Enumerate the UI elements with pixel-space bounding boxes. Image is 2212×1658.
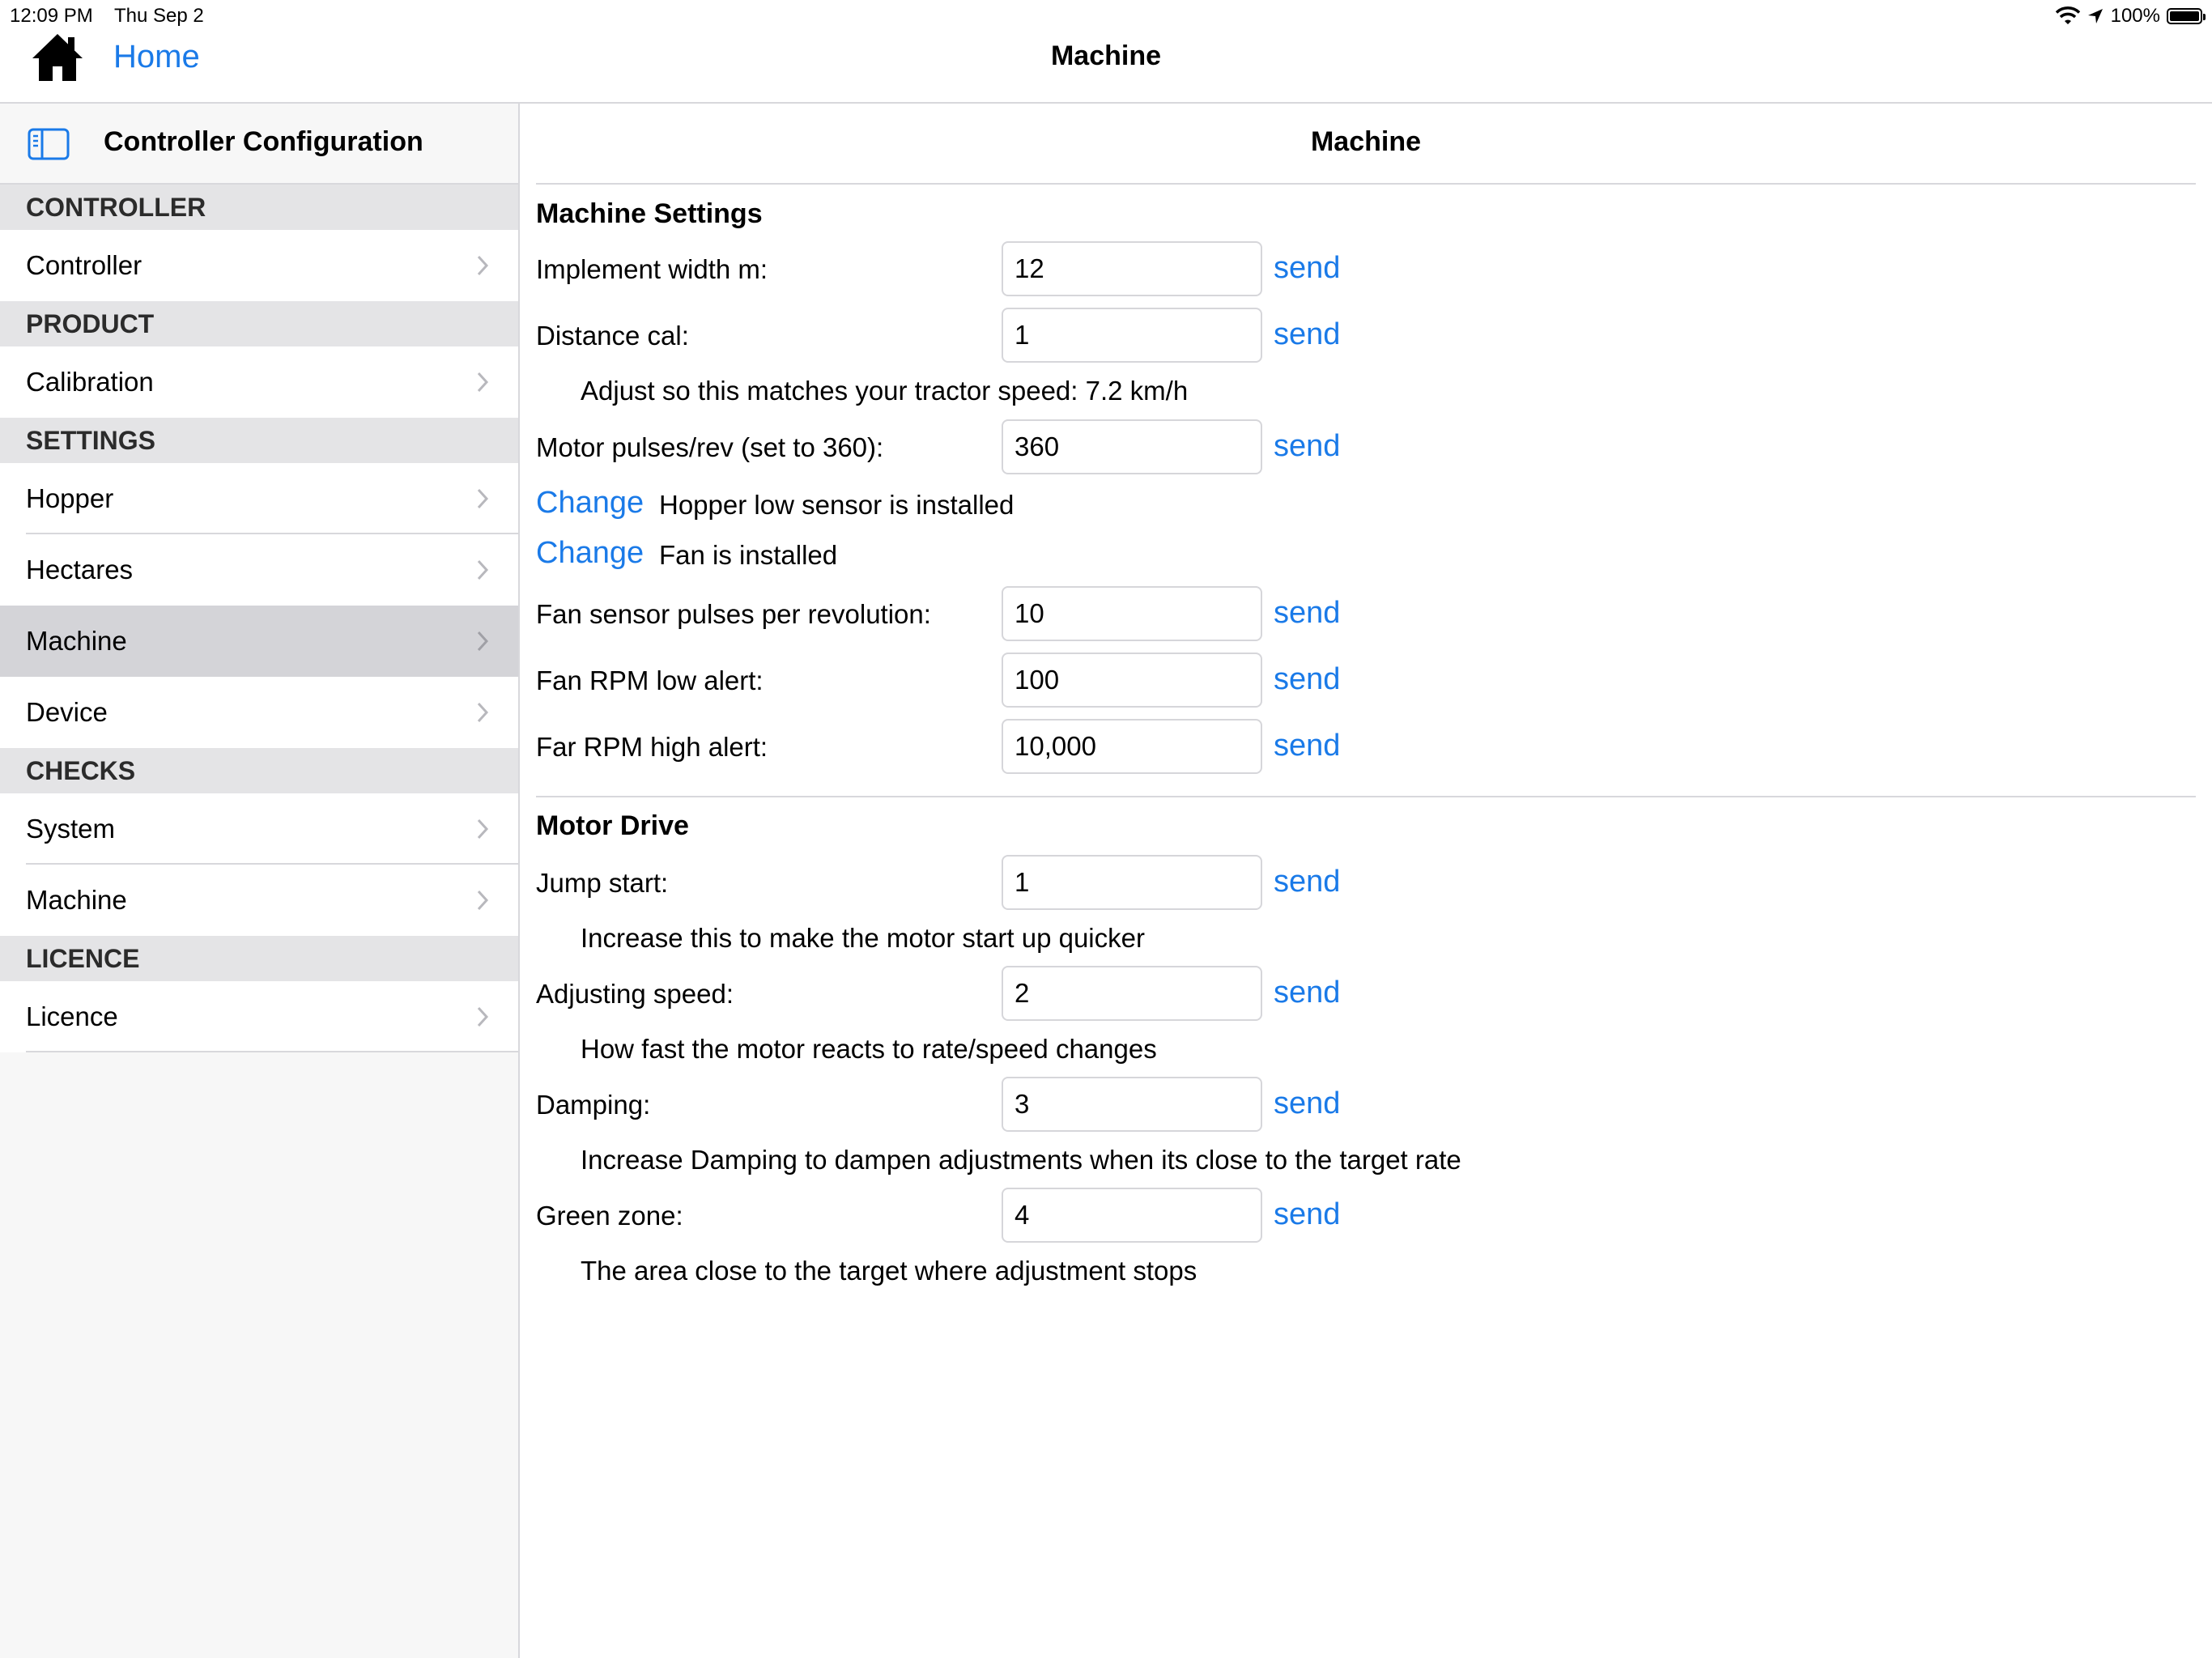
jump-start-hint: Increase this to make the motor start up quicker xyxy=(581,923,1145,953)
sidebar-item-label: Device xyxy=(26,697,108,727)
sidebar-header xyxy=(0,104,518,185)
section-header-settings: SETTINGS xyxy=(0,418,518,463)
battery-percent: 100% xyxy=(2110,5,2160,27)
chevron-right-icon xyxy=(476,630,489,653)
implement-width-label: Implement width m: xyxy=(536,254,768,284)
damping-hint: Increase Damping to dampen adjustments when its close to the target rate xyxy=(581,1145,1461,1175)
jump-start-input[interactable] xyxy=(1002,855,1262,910)
section-header-licence: LICENCE xyxy=(0,936,518,981)
sidebar-item-label: Machine xyxy=(26,885,127,915)
damping-send-button[interactable]: send xyxy=(1274,1086,1341,1120)
distance-cal-send-button[interactable]: send xyxy=(1274,317,1341,351)
implement-width-input[interactable] xyxy=(1002,241,1262,296)
hopper-sensor-status: Hopper low sensor is installed xyxy=(659,490,1015,520)
distance-cal-input[interactable] xyxy=(1002,308,1262,363)
fan-rpm-high-input[interactable] xyxy=(1002,719,1262,774)
fan-rpm-high-send-button[interactable]: send xyxy=(1274,729,1341,763)
sidebar-item-machine-check[interactable] xyxy=(0,865,518,936)
sidebar-item-label: Licence xyxy=(26,1001,118,1031)
fan-sensor-pulses-input[interactable] xyxy=(1002,586,1262,641)
sidebar-item-calibration[interactable] xyxy=(0,346,518,418)
battery-icon xyxy=(2167,8,2202,24)
status-date: Thu Sep 2 xyxy=(114,5,204,27)
sidebar xyxy=(0,104,520,1658)
sidebar-item-controller[interactable] xyxy=(0,230,518,301)
chevron-right-icon xyxy=(476,254,489,277)
sidebar-list xyxy=(0,185,518,1052)
sidebar-title: Controller Configuration xyxy=(104,126,423,157)
fan-installed-change-button[interactable]: Change xyxy=(536,536,644,570)
adjusting-speed-send-button[interactable]: send xyxy=(1274,976,1341,1010)
sidebar-item-label: Calibration xyxy=(26,367,154,397)
green-zone-label: Green zone: xyxy=(536,1201,683,1231)
distance-cal-hint: Adjust so this matches your tractor speed: 7.2 km/h xyxy=(581,376,1189,406)
damping-label: Damping: xyxy=(536,1090,651,1120)
jump-start-label: Jump start: xyxy=(536,868,669,898)
motor-drive-title: Motor Drive xyxy=(536,810,689,841)
damping-input[interactable] xyxy=(1002,1077,1262,1132)
navigation-bar xyxy=(0,29,2212,104)
chevron-right-icon xyxy=(476,559,489,581)
chevron-right-icon xyxy=(476,371,489,393)
sidebar-item-device[interactable] xyxy=(0,677,518,748)
adjusting-speed-hint: How fast the motor reacts to rate/speed changes xyxy=(581,1034,1157,1064)
fan-rpm-high-label: Far RPM high alert: xyxy=(536,732,768,762)
divider xyxy=(536,183,2196,185)
sidebar-item-label: Hopper xyxy=(26,483,114,513)
section-header-controller: CONTROLLER xyxy=(0,185,518,230)
distance-cal-label: Distance cal: xyxy=(536,321,689,351)
sidebar-item-machine[interactable] xyxy=(0,606,518,677)
status-indicators xyxy=(2056,3,2202,29)
section-header-product: PRODUCT xyxy=(0,301,518,346)
sidebar-item-hectares[interactable] xyxy=(0,534,518,606)
fan-sensor-pulses-send-button[interactable]: send xyxy=(1274,596,1341,630)
green-zone-send-button[interactable]: send xyxy=(1274,1197,1341,1231)
row-divider xyxy=(26,1051,518,1052)
sidebar-item-hopper[interactable] xyxy=(0,463,518,534)
sidebar-toggle-icon[interactable] xyxy=(28,128,70,160)
sidebar-item-system[interactable] xyxy=(0,793,518,865)
motor-pulses-send-button[interactable]: send xyxy=(1274,429,1341,463)
adjusting-speed-input[interactable] xyxy=(1002,966,1262,1021)
green-zone-hint: The area close to the target where adjustment stops xyxy=(581,1256,1197,1286)
wifi-icon xyxy=(2056,6,2080,26)
detail-title: Machine xyxy=(1310,126,1422,157)
detail-pane xyxy=(520,104,2212,1658)
hopper-sensor-change-button[interactable]: Change xyxy=(536,486,644,520)
fan-installed-status: Fan is installed xyxy=(659,540,838,570)
chevron-right-icon xyxy=(476,1005,489,1028)
chevron-right-icon xyxy=(476,701,489,724)
home-back-button[interactable]: Home xyxy=(113,39,200,74)
green-zone-input[interactable] xyxy=(1002,1188,1262,1243)
nav-title: Machine xyxy=(1050,40,1162,71)
fan-sensor-pulses-label: Fan sensor pulses per revolution: xyxy=(536,599,931,629)
sidebar-item-label: Machine xyxy=(26,626,127,656)
location-icon xyxy=(2087,7,2104,25)
jump-start-send-button[interactable]: send xyxy=(1274,865,1341,899)
fan-rpm-low-send-button[interactable]: send xyxy=(1274,662,1341,696)
sidebar-item-label: Controller xyxy=(26,250,143,280)
sidebar-item-label: Hectares xyxy=(26,555,134,585)
machine-settings-title: Machine Settings xyxy=(536,198,763,229)
status-time: 12:09 PM xyxy=(10,5,93,27)
section-header-checks: CHECKS xyxy=(0,748,518,793)
chevron-right-icon xyxy=(476,818,489,840)
sidebar-item-licence[interactable] xyxy=(0,981,518,1052)
adjusting-speed-label: Adjusting speed: xyxy=(536,979,734,1009)
fan-rpm-low-label: Fan RPM low alert: xyxy=(536,665,764,695)
fan-rpm-low-input[interactable] xyxy=(1002,653,1262,708)
chevron-right-icon xyxy=(476,487,489,510)
divider xyxy=(536,796,2196,797)
motor-pulses-input[interactable] xyxy=(1002,419,1262,474)
sidebar-item-label: System xyxy=(26,814,116,844)
implement-width-send-button[interactable]: send xyxy=(1274,251,1341,285)
chevron-right-icon xyxy=(476,889,489,912)
motor-pulses-label: Motor pulses/rev (set to 360): xyxy=(536,432,884,462)
